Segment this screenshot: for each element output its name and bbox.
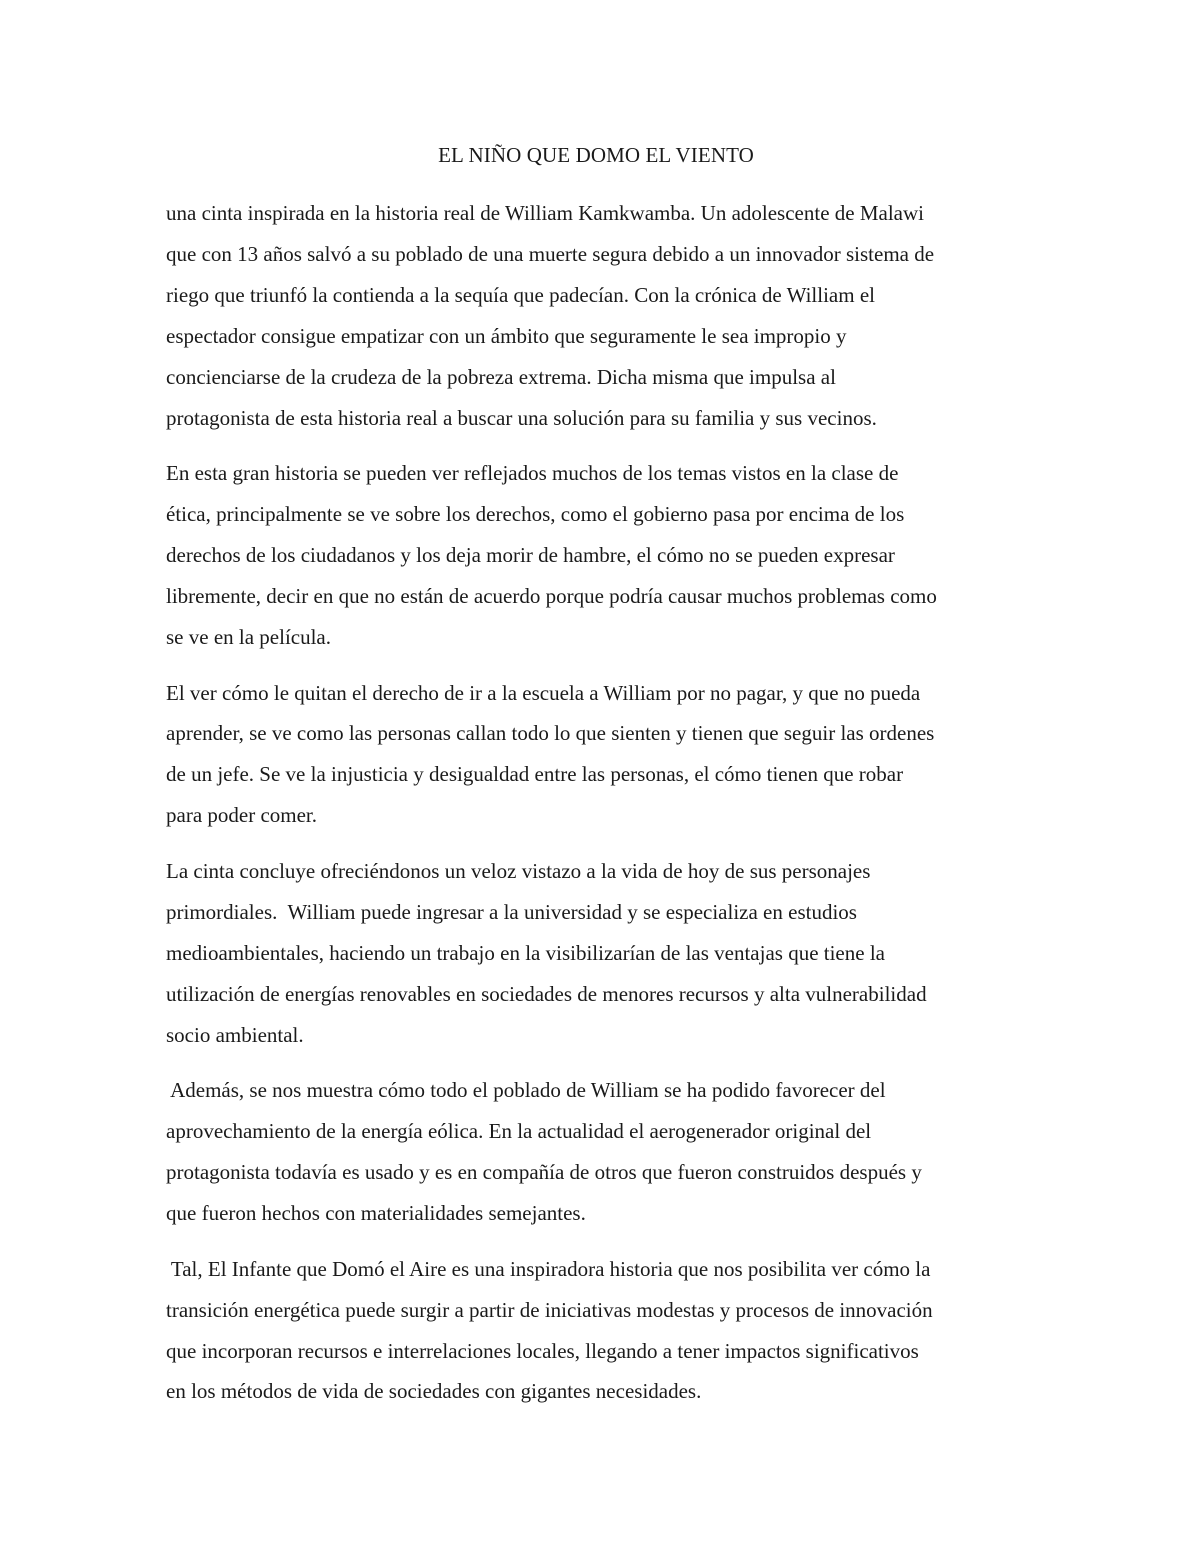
text-line: En esta gran historia se pueden ver reflejados muchos de los temas vistos en la clase de [166,461,899,486]
text-line: concienciarse de la crudeza de la pobreza extrema. Dicha misma que impulsa al [166,364,836,389]
text-line: en los métodos de vida de sociedades con gigantes necesidades. [166,1379,702,1404]
paragraph-2 [166,453,1038,658]
paragraph-4 [166,851,1038,1056]
text-line: La cinta concluye ofreciéndonos un veloz vistazo a la vida de hoy de sus personajes [166,858,871,883]
text-line: Tal, El Infante que Domó el Aire es una inspiradora historia que nos posibilita ver cómo la [166,1256,931,1281]
text-line: de un jefe. Se ve la injusticia y desigualdad entre las personas, el cómo tienen que robar [166,762,904,787]
text-line: que fueron hechos con materialidades semejantes. [166,1201,586,1226]
text-line: se ve en la película. [166,624,332,649]
text-line: espectador consigue empatizar con un ámbito que seguramente le sea impropio y [166,323,847,348]
text-line: aprovechamiento de la energía eólica. En la actualidad el aerogenerador original del [166,1119,872,1144]
text-line: medioambientales, haciendo un trabajo en la visibilizarían de las ventajas que tiene la [166,940,885,965]
text-line: transición energética puede surgir a partir de iniciativas modestas y procesos de innovación [166,1297,933,1322]
text-line: protagonista de esta historia real a buscar una solución para su familia y sus vecinos. [166,405,877,430]
text-line: El ver cómo le quitan el derecho de ir a la escuela a William por no pagar, y que no pueda [166,680,921,705]
text-line: derechos de los ciudadanos y los deja morir de hambre, el cómo no se pueden expresar [166,543,895,568]
text-line: primordiales. William puede ingresar a la universidad y se especializa en estudios [166,899,857,924]
text-line: utilización de energías renovables en sociedades de menores recursos y alta vulnerabilidad [166,981,927,1006]
paragraph-6 [166,1249,1038,1413]
text-line: una cinta inspirada en la historia real de William Kamkwamba. Un adolescente de Malawi [166,201,924,225]
document-body [166,193,1038,1427]
paragraph-1 [166,193,1038,438]
paragraph-5 [166,1070,1038,1234]
text-line: para poder comer. [166,803,318,828]
text-line: riego que triunfó la contienda a la sequía que padecían. Con la crónica de William el [166,282,875,307]
document-title: EL NIÑO QUE DOMO EL VIENTO [438,143,754,167]
text-line: libremente, decir en que no están de acuerdo porque podría causar muchos problemas como [166,583,937,608]
text-line: protagonista todavía es usado y es en compañía de otros que fueron construidos después y [166,1160,922,1185]
text-line: Además, se nos muestra cómo todo el poblado de William se ha podido favorecer del [166,1078,886,1103]
text-line: que con 13 años salvó a su poblado de una muerte segura debido a un innovador sistema de [166,241,935,266]
text-line: aprender, se ve como las personas callan todo lo que sienten y tienen que seguir las ordenes [166,721,935,746]
text-line: ética, principalmente se ve sobre los derechos, como el gobierno pasa por encima de los [166,502,905,527]
text-line: que incorporan recursos e interrelaciones locales, llegando a tener impactos significativos [166,1338,919,1363]
paragraph-3 [166,673,1038,837]
text-line: socio ambiental. [166,1022,304,1047]
